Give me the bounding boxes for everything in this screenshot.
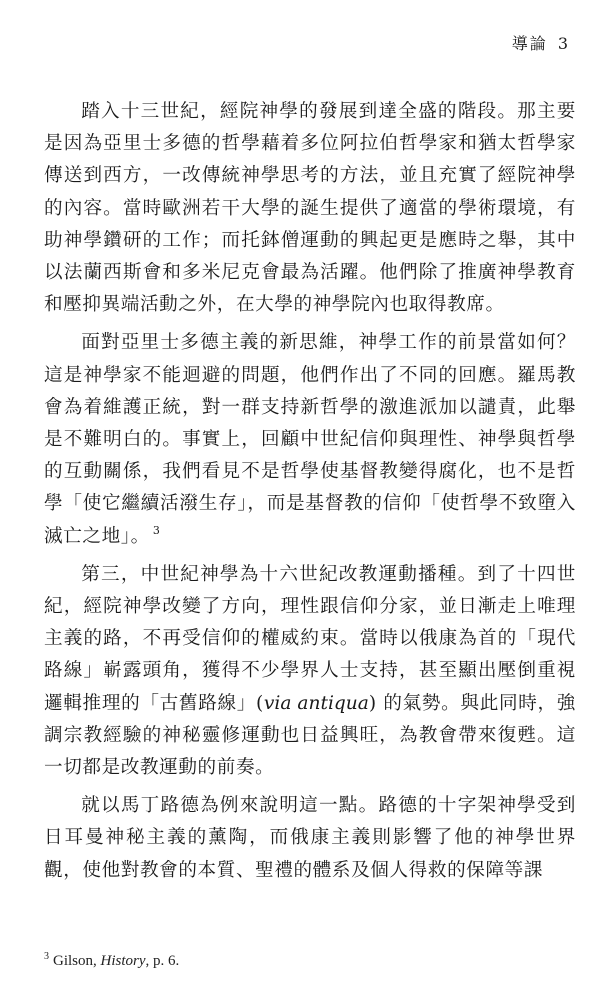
paragraph-3-text-a: 第三，中世紀神學為十六世紀改教運動播種。到了十四世紀，經院神學改變了方向，理性跟信仰分家，並日漸走上唯理主義的路，不再受信仰的權威約束。當時以俄康為首的「現代路線」嶄露頭角，獲得不少學界人士支持，甚至顯出壓倒重視邏輯推理的「古舊路線」( (44, 563, 576, 714)
footnote-ref-3[interactable]: 3 (152, 524, 161, 538)
latin-term: via antiqua (263, 692, 369, 714)
main-text (44, 96, 576, 887)
footnote (44, 951, 179, 970)
paragraph-2-text: 面對亞里士多德主義的新思維，神學工作的前景當如何？這是神學家不能迴避的問題，他們作出了不同的回應。羅馬教會為着維護正統，對一群支持新哲學的激進派加以譴責，此舉是不難明白的。事實上，回顧中世紀信仰與理性、神學與哲學的互動關係，我們看見不是哲學使基督教變得腐化，也不是哲學「使它繼續活潑生存」，而是基督教的信仰「使哲學不致墮入滅亡之地」。 (44, 332, 576, 547)
paragraph-4: 就以馬丁路德為例來說明這一點。路德的十字架神學受到日耳曼神秘主義的薰陶，而俄康主義則影響了他的神學世界觀，使他對教會的本質、聖禮的體系及個人得救的保障等課 (44, 795, 576, 881)
footnote-work: History (100, 953, 146, 969)
paragraph-1: 踏入十三世紀，經院神學的發展到達全盛的階段。那主要是因為亞里士多德的哲學藉着多位阿拉伯哲學家和猶太哲學家傳送到西方，一改傳統神學思考的方法，並且充實了經院神學的內容。當時歐洲若干大學的誕生提供了適當的學術環境，有助神學鑽研的工作；而托鉢僧運動的興起更是應時之舉，其中以法蘭西斯會和多米尼克會最為活躍。他們除了推廣神學教育和壓抑異端活動之外，在大學的神學院內也取得教席。 (44, 101, 576, 316)
paragraph-3-text-b: ) 的氣勢。與此同時，強調宗教經驗的神秘靈修運動也日益興旺，為教會帶來復甦。這一切都是改教運動的前奏。 (44, 692, 576, 779)
paragraph-3 (44, 559, 576, 784)
running-header (512, 31, 570, 54)
footnote-pages: , p. 6. (145, 953, 180, 969)
footnote-author: Gilson, (53, 953, 101, 969)
header-title: 導論 (511, 34, 548, 53)
page-number: 3 (557, 34, 570, 53)
footnote-number: 3 (44, 951, 49, 962)
paragraph-2 (44, 327, 576, 552)
